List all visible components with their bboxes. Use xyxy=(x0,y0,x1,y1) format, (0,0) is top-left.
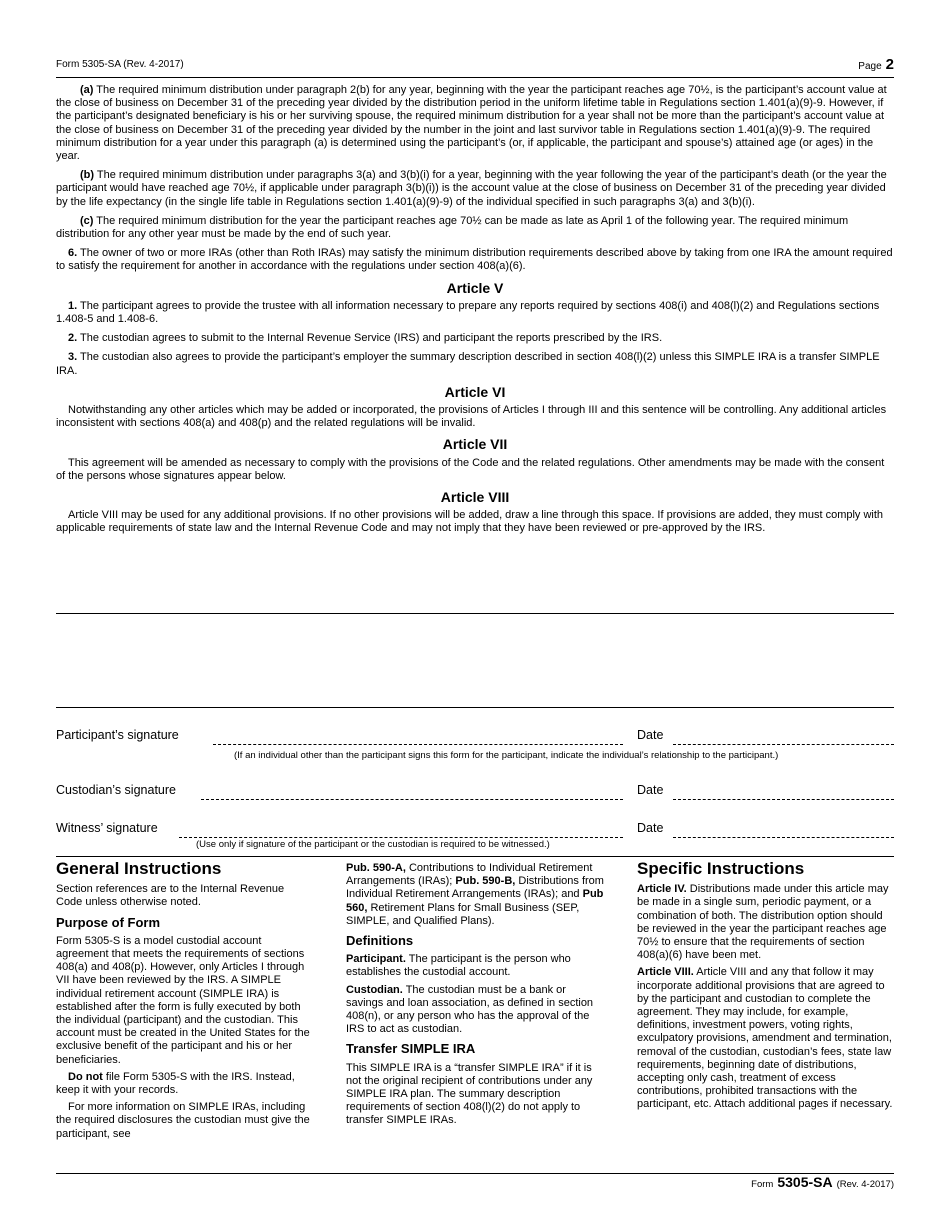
article-viii-term: Article VIII. xyxy=(637,966,694,979)
paragraph-b-label: (b) xyxy=(80,169,95,182)
article-iv-term: Article IV. xyxy=(637,883,687,896)
general-intro: Section references are to the Internal Revenue Code unless otherwise noted. xyxy=(56,883,285,909)
pub-560: Pub 560, xyxy=(346,888,604,914)
form-page xyxy=(56,0,894,1230)
article-viii-heading: Article VIII xyxy=(440,489,510,506)
custodian-term: Custodian. xyxy=(346,983,403,996)
item-label: 3. xyxy=(68,351,78,364)
publications-text xyxy=(346,862,604,928)
paragraph-b-text: The required minimum distribution under paragraphs 3(a) and 3(b)(i) for a year, beginning with the year following the year of the participant’s death (or the year the participant would have reached age 70½, if applicable under paragraph 3(b)(i)) is the account value at the close of business on December 31 of the preceding year divided by the life expectancy (in the single life table in Regulations section 1.401(a)(9)-9) of the individual specified in such paragraphs 3(a) and 3(b)(i). xyxy=(56,169,887,208)
specific-instructions-column xyxy=(637,859,894,1116)
article-vi-text: Notwithstanding any other articles which may be added or incorporated, the provisions of Articles I through III and this sentence will be controlling. Any additional articles inconsistent with sections 408(a) and 408(p) and the related regulations will be invalid. xyxy=(56,404,887,430)
participant-definition xyxy=(346,953,604,979)
paragraph-6-text: The owner of two or more IRAs (other than Roth IRAs) may satisfy the minimum distribution requirements described above by taking from one IRA the amount required to satisfy the requirement for another in accordance with the regulations under section 408(a)(6). xyxy=(56,247,893,273)
participant-signature-field[interactable] xyxy=(213,744,623,745)
page-indicator xyxy=(858,56,894,73)
paragraph-a-label: (a) xyxy=(80,84,94,96)
paragraph-6-label: 6. xyxy=(68,247,78,260)
article-v-item-3 xyxy=(56,351,894,377)
participant-definition-text: The participant is the person who establishes the custodial account. xyxy=(346,953,571,979)
transfer-simple-ira-text: This SIMPLE IRA is a “transfer SIMPLE IRA” if it is not the original recipient of contributions under any SIMPLE IRA plan. The summary description requirements of section 408(l)(2) do not apply to transfer SIMPLE IRAs. xyxy=(346,1061,593,1127)
participant-signature-note: (If an individual other than the participant signs this form for the participant, indicate the individual’s relationship to the participant.) xyxy=(234,750,779,761)
do-not-bold: Do not xyxy=(68,1070,103,1083)
witness-date-field[interactable] xyxy=(673,837,894,838)
purpose-text: Form 5305-S is a model custodial account agreement that meets the requirements of sections 408(a) and 408(p). However, only Articles I through VII have been reviewed by the IRS. A SIMPLE individual retirement account (SIMPLE IRA) is established after the form is fully executed by both the individual (participant) and the custodian. This account must be created in the United States for the exclusive benefit of the participant and his or her beneficiaries. xyxy=(56,934,310,1066)
witness-date-label: Date xyxy=(637,821,664,835)
transfer-simple-ira-heading: Transfer SIMPLE IRA xyxy=(346,1041,476,1057)
paragraph-c-text: The required minimum distribution for the year the participant reaches age 70½ can be made as late as April 1 of the following year. The required minimum distribution for any other year must be made by the end of such year. xyxy=(56,214,849,241)
pub-590b: Pub. 590-B, xyxy=(455,875,516,888)
custodian-signature-label: Custodian’s signature xyxy=(56,783,176,797)
item-label: 2. xyxy=(68,332,78,345)
paragraph-b xyxy=(56,169,894,209)
article-vi-heading: Article VI xyxy=(444,383,506,400)
witness-signature-note: (Use only if signature of the participant or the custodian is required to be witnessed.) xyxy=(196,839,550,850)
more-info-text: For more information on SIMPLE IRAs, including the required disclosures the custodian must give the participant, see xyxy=(56,1101,310,1140)
witness-signature-field[interactable] xyxy=(179,837,623,838)
custodian-definition-text: The custodian must be a bank or savings and loan association, as defined in section 408(n), or any person who has the approval of the IRS to act as custodian. xyxy=(346,983,594,1036)
footer-revision: (Rev. 4-2017) xyxy=(836,1179,894,1190)
header-rule xyxy=(56,77,894,78)
pub-590a: Pub. 590-A, xyxy=(346,862,406,874)
article-iv-instruction xyxy=(637,883,894,962)
additional-provisions-top-rule xyxy=(56,613,894,614)
form-revision: Form 5305-SA (Rev. 4-2017) xyxy=(56,59,184,70)
page-header xyxy=(56,56,894,76)
instructions-rule xyxy=(56,856,894,857)
do-not-file-text xyxy=(56,1071,312,1097)
article-v-heading: Article V xyxy=(446,279,504,296)
specific-instructions-heading: Specific Instructions xyxy=(637,859,805,878)
page-number: 2 xyxy=(885,56,894,73)
footer-form-number: 5305-SA xyxy=(777,1174,833,1190)
pub-590a-text: Contributions to Individual Retirement Arrangements (IRAs); xyxy=(346,862,593,888)
article-vii-text: This agreement will be amended as necessary to comply with the provisions of the Code and the related regulations. Other amendments may be made with the consent of the persons whose signatures appear below. xyxy=(56,456,885,482)
custodian-date-field[interactable] xyxy=(673,799,894,800)
general-instructions-column xyxy=(56,859,312,1145)
pub-560-text: Retirement Plans for Small Business (SEP, SIMPLE, and Qualified Plans). xyxy=(346,901,580,927)
item-label: 1. xyxy=(68,299,78,312)
participant-term: Participant. xyxy=(346,953,406,966)
participant-signature-label: Participant’s signature xyxy=(56,728,179,742)
witness-signature-label: Witness’ signature xyxy=(56,821,158,835)
purpose-heading: Purpose of Form xyxy=(56,914,161,930)
custodian-date-label: Date xyxy=(637,783,664,797)
paragraph-a xyxy=(56,84,894,163)
item-text: The custodian also agrees to provide the participant’s employer the summary description described in section 408(l)(2) unless this SIMPLE IRA is a transfer SIMPLE IRA. xyxy=(56,351,880,377)
article-viii-text: Article VIII may be used for any additional provisions. If no other provisions will be added, draw a line through this space. If provisions are added, they must comply with applicable requirements of state law and the Internal Revenue Code and may not imply that they have been reviewed or pre-approved by the IRS. xyxy=(56,509,884,535)
paragraph-c xyxy=(56,215,894,241)
article-vii-heading: Article VII xyxy=(442,436,508,453)
article-iv-text: Distributions made under this article may be made in a single sum, periodic payment, or a combination of both. The distribution option should be reviewed in the year the participant reaches age 70½ to ensure that the requirements of section 408(a)(6) have been met. xyxy=(637,883,889,962)
pub-590b-text: Distributions from Individual Retirement Arrangements (IRAs); and xyxy=(346,875,604,901)
general-instructions-heading: General Instructions xyxy=(56,859,222,878)
do-not-rest: file Form 5305-S with the IRS. Instead, keep it with your records. xyxy=(56,1070,295,1097)
definitions-heading: Definitions xyxy=(346,933,414,949)
page-footer xyxy=(751,1174,894,1190)
participant-date-label: Date xyxy=(637,728,664,742)
custodian-signature-field[interactable] xyxy=(201,799,623,800)
item-text: The custodian agrees to submit to the Internal Revenue Service (IRS) and participant the reports prescribed by the IRS. xyxy=(77,332,663,345)
page-label: Page xyxy=(858,61,882,72)
article-v-item-2 xyxy=(56,332,894,345)
paragraph-6 xyxy=(56,247,894,273)
middle-instructions-column xyxy=(346,862,604,1132)
custodian-definition xyxy=(346,984,604,1037)
agreement-body xyxy=(56,84,894,542)
article-v-item-1 xyxy=(56,300,894,326)
paragraph-c-label: (c) xyxy=(80,214,94,227)
participant-date-field[interactable] xyxy=(673,744,894,745)
paragraph-a-text: The required minimum distribution under paragraph 2(b) for any year, beginning with the year the participant reaches age 70½, is the participant’s account value at the close of business on December 31 of the preceding year divided by the distribution period in the uniform lifetime table in Regulations section 1.401(a)(9)-9. However, if the participant’s designated beneficiary is his or her surviving spouse, the required minimum distribution for a year shall not be more than the participant’s account value at the close of business on December 31 of the preceding year divided by the number in the joint and last survivor table in Regulations section 1.401(a)(9)-9. The required minimum distribution for a year under this paragraph (a) is determined using the participant’s (or, if applicable, the participant and spouse’s) attained age (or ages) in the year. xyxy=(56,84,887,163)
footer-form-label: Form xyxy=(751,1179,774,1190)
article-viii-instruction xyxy=(637,966,894,1111)
additional-provisions-bottom-rule xyxy=(56,707,894,708)
item-text: The participant agrees to provide the trustee with all information necessary to prepare any reports required by sections 408(i) and 408(l)(2) and Regulations sections 1.408-5 and 1.408-6. xyxy=(56,299,880,326)
article-viii-instruction-text: Article VIII and any that follow it may incorporate additional provisions that are agreed to by the participant and custodian to complete the agreement. They may include, for example, definitions, investment powers, voting rights, exculpatory provisions, amendment and termination, removal of the custodian, custodian’s fees, state law requirements, beginning date of distributions, accepting only cash, treatment of excess contributions, prohibited transactions with the participant, etc. Attach additional pages if necessary. xyxy=(637,966,893,1111)
